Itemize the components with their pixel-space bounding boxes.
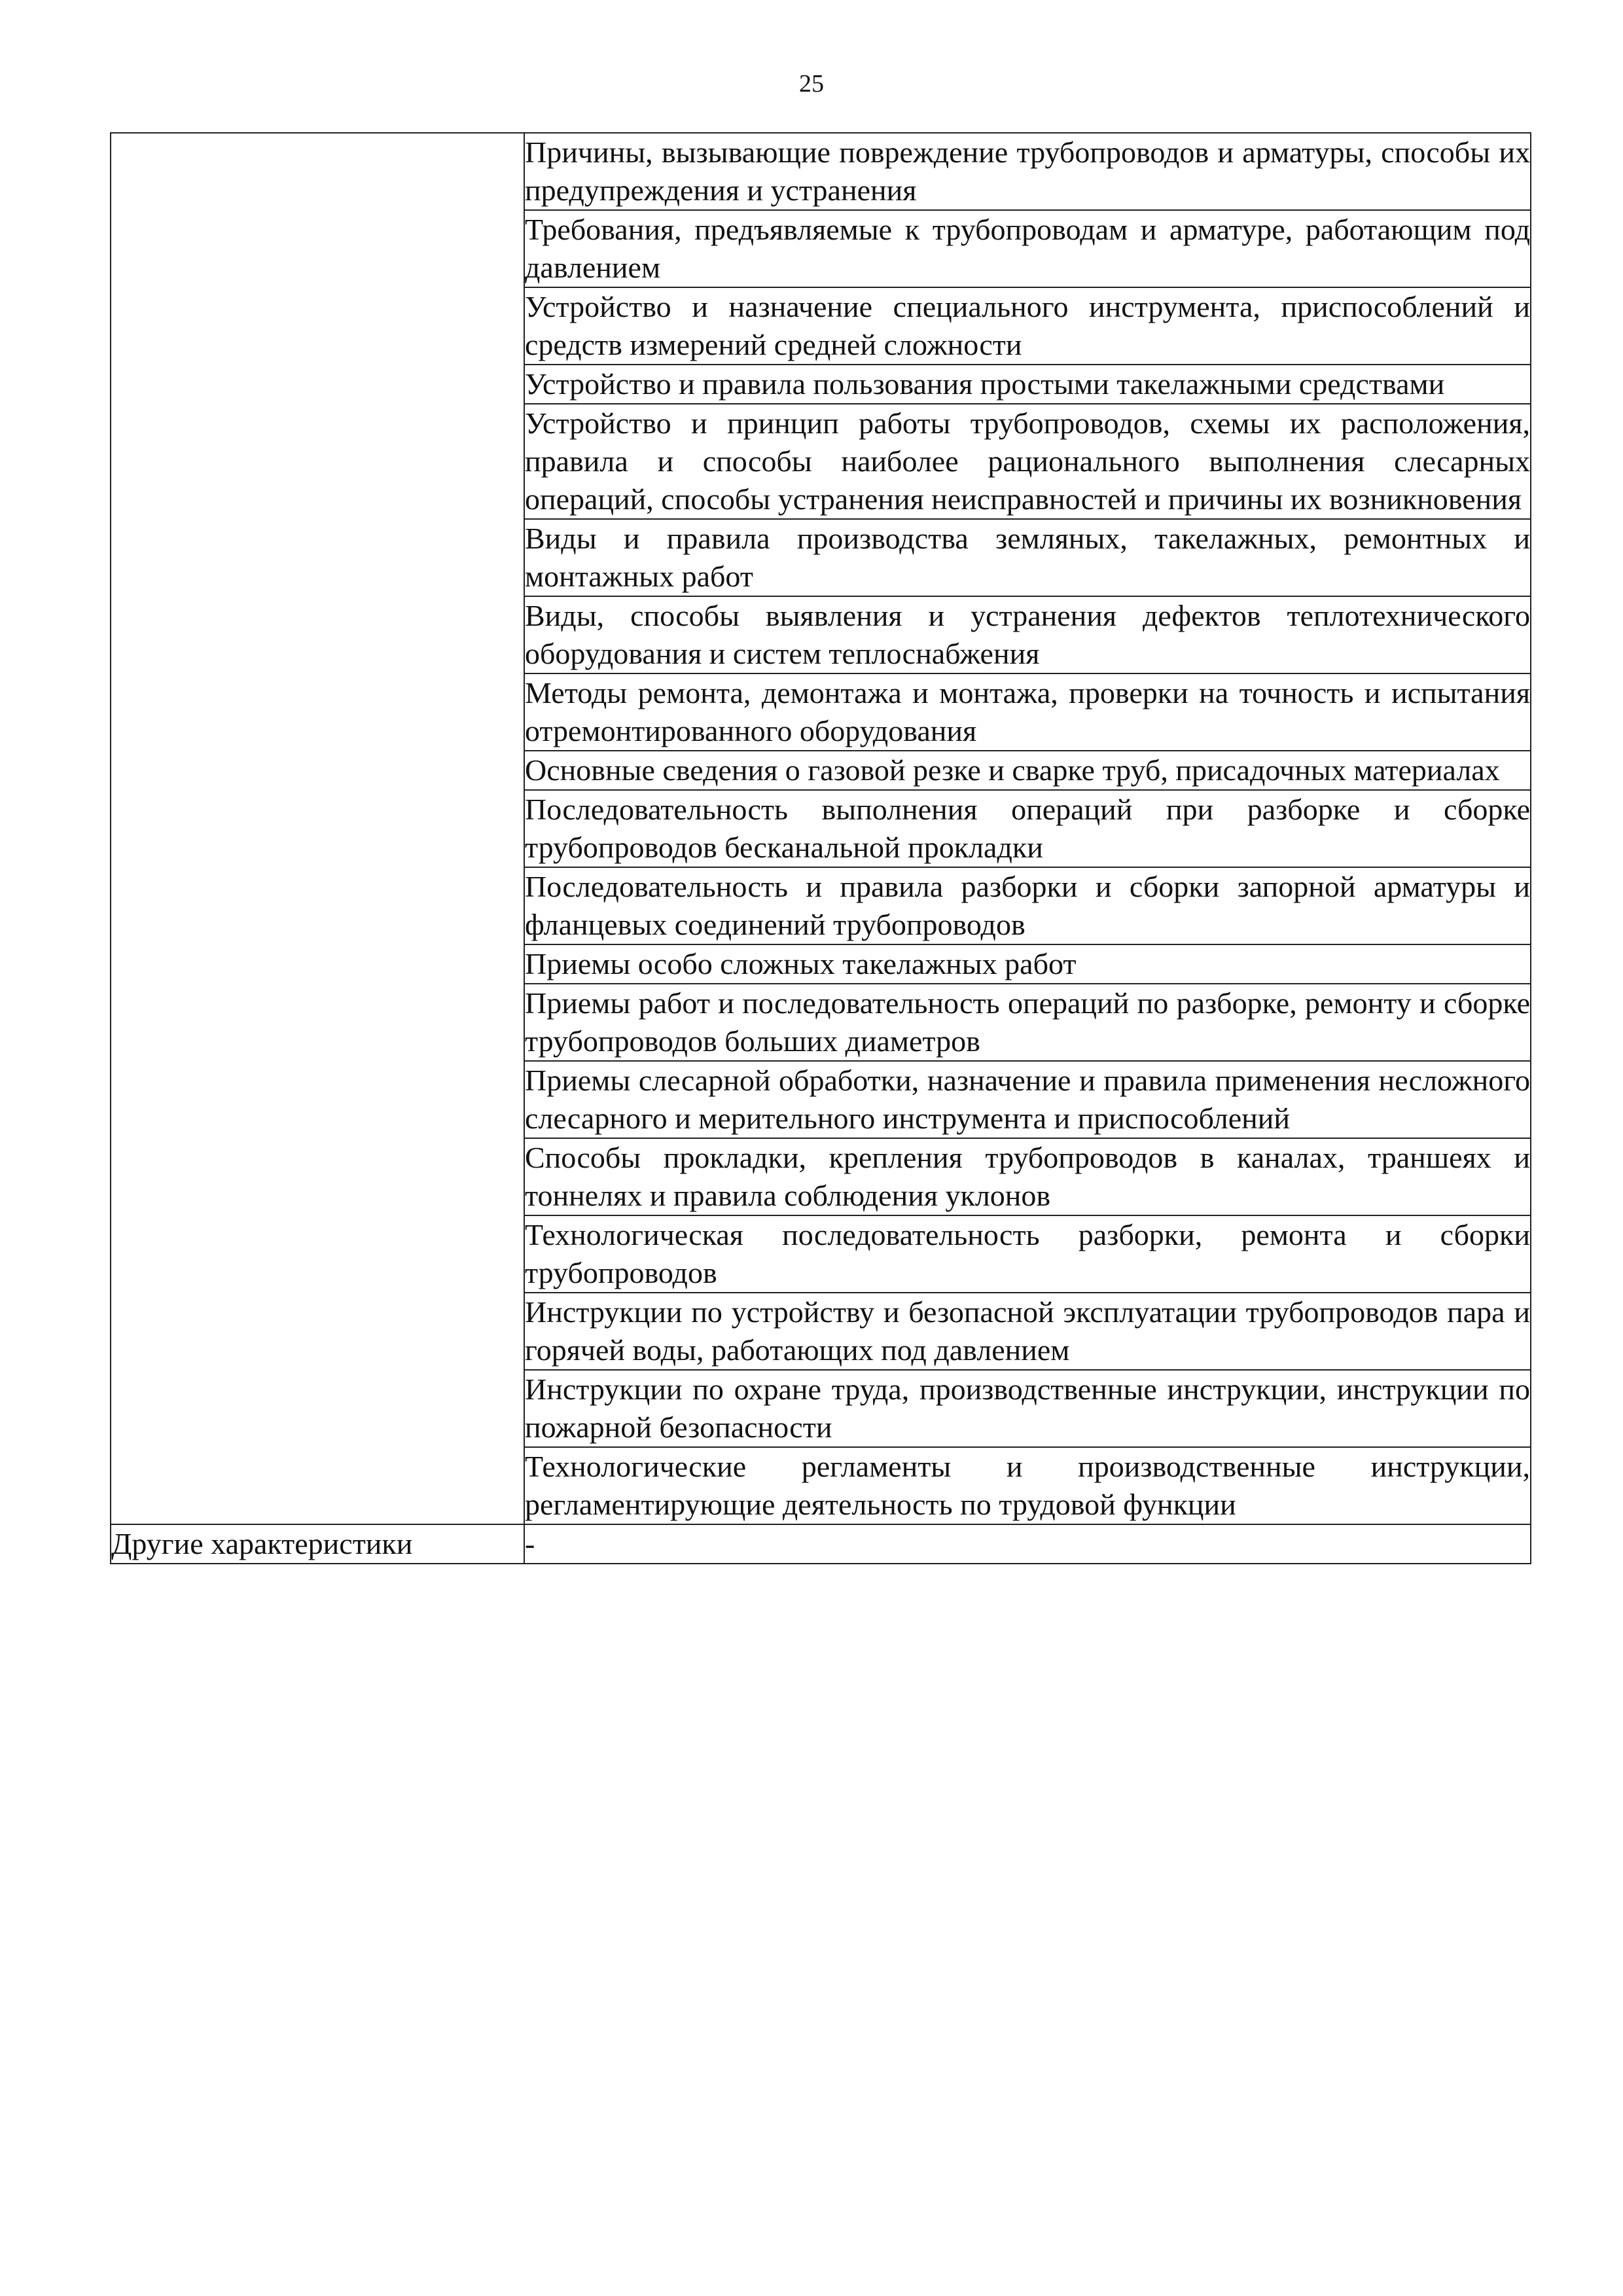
knowledge-item: Способы прокладки, крепления трубопроводов в каналах, траншеях и тоннелях и правила соблюдения уклонов (524, 1138, 1531, 1215)
knowledge-item: Причины, вызывающие повреждение трубопроводов и арматуры, способы их предупреждения и устранения (524, 133, 1531, 210)
knowledge-label-cell (111, 133, 524, 1524)
table-row-other-characteristics (111, 1524, 1531, 1564)
knowledge-item: Требования, предъявляемые к трубопроводам и арматуре, работающим под давлением (524, 210, 1531, 287)
knowledge-table-body (111, 133, 1531, 1564)
knowledge-item: Виды и правила производства земляных, такелажных, ремонтных и монтажных работ (524, 519, 1531, 596)
other-characteristics-value: - (524, 1524, 1531, 1564)
knowledge-item: Устройство и правила пользования простыми такелажными средствами (524, 365, 1531, 404)
knowledge-item: Технологическая последовательность разборки, ремонта и сборки трубопроводов (524, 1215, 1531, 1293)
knowledge-item: Последовательность выполнения операций при разборке и сборке трубопроводов бесканальной прокладки (524, 790, 1531, 867)
knowledge-item: Устройство и принцип работы трубопроводов, схемы их расположения, правила и способы наиболее рационального выполнения слесарных операций, способы устранения неисправностей и причины их возникновения (524, 404, 1531, 519)
knowledge-table (110, 132, 1531, 1564)
knowledge-item: Виды, способы выявления и устранения дефектов теплотехнического оборудования и систем теплоснабжения (524, 596, 1531, 673)
knowledge-item: Инструкции по охране труда, производственные инструкции, инструкции по пожарной безопасности (524, 1370, 1531, 1447)
knowledge-item: Методы ремонта, демонтажа и монтажа, проверки на точность и испытания отремонтированного оборудования (524, 673, 1531, 751)
knowledge-item: Приемы слесарной обработки, назначение и правила применения несложного слесарного и мерительного инструмента и приспособлений (524, 1061, 1531, 1138)
knowledge-item: Технологические регламенты и производственные инструкции, регламентирующие деятельность по трудовой функции (524, 1447, 1531, 1524)
page-number: 25 (799, 70, 824, 98)
knowledge-item: Приемы особо сложных такелажных работ (524, 944, 1531, 984)
knowledge-item: Устройство и назначение специального инструмента, приспособлений и средств измерений средней сложности (524, 287, 1531, 365)
other-characteristics-label: Другие характеристики (111, 1524, 524, 1564)
knowledge-item: Инструкции по устройству и безопасной эксплуатации трубопроводов пара и горячей воды, работающих под давлением (524, 1293, 1531, 1370)
knowledge-item: Последовательность и правила разборки и сборки запорной арматуры и фланцевых соединений трубопроводов (524, 867, 1531, 944)
table-row (111, 133, 1531, 210)
knowledge-item: Основные сведения о газовой резке и сварке труб, присадочных материалах (524, 751, 1531, 790)
knowledge-item: Приемы работ и последовательность операций по разборке, ремонту и сборке трубопроводов больших диаметров (524, 984, 1531, 1061)
